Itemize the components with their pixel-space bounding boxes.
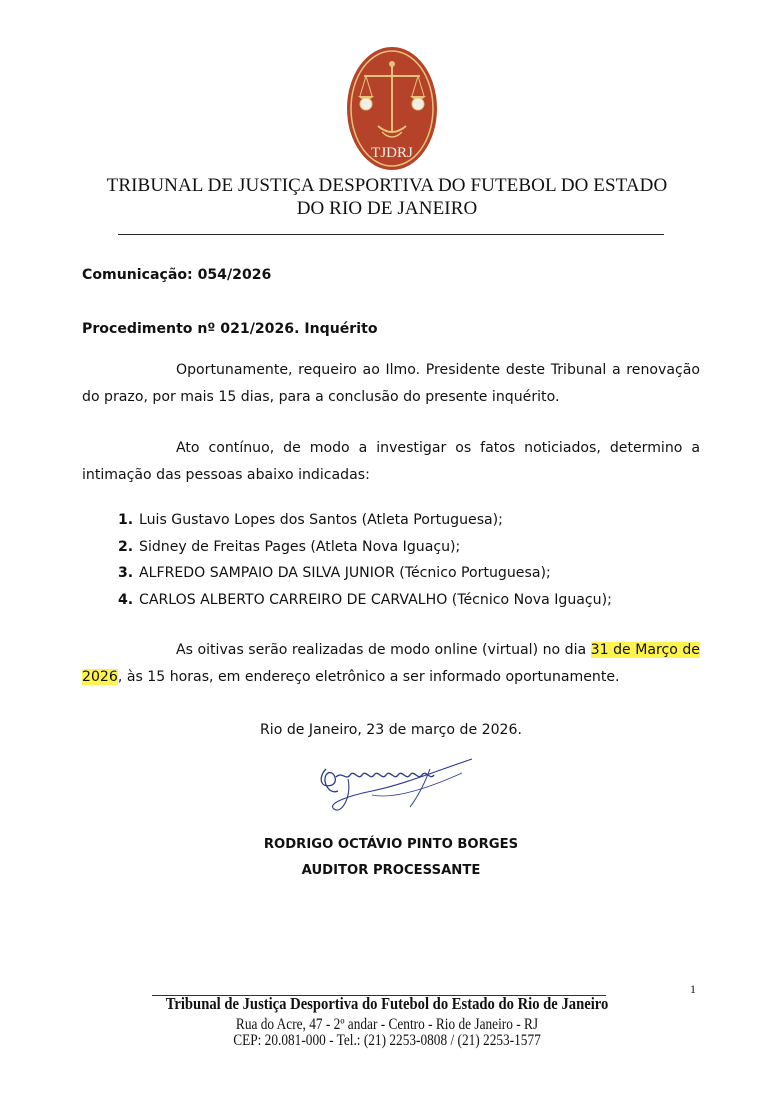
list-item [118,560,612,587]
hearing-date-highlight: 31 de Março de 2026 [82,642,700,685]
tjdrj-logo [346,46,438,171]
footer-address: Rua do Acre, 47 - 2º andar - Centro - Rio de Janeiro - RJ [235,1016,539,1033]
paragraph-renewal: Oportunamente, requeiro ao Ilmo. Presidente deste Tribunal a renovação do prazo, por mais 15 dias, para a conclusão do presente inquérito. [82,362,700,405]
footer-contact: CEP: 20.081-000 - Tel.: (21) 2253-0808 / (21) 2253-1577 [233,1032,541,1049]
signer-name: RODRIGO OCTÁVIO PINTO BORGES [263,837,519,852]
list-number: 1. [118,512,134,528]
persons-list [118,507,612,613]
list-text: ALFREDO SAMPAIO DA SILVA JUNIOR (Técnico Portuguesa); [139,565,551,581]
header-divider [118,234,664,235]
paragraph-hearing [82,637,700,690]
communication-number: Comunicação: 054/2026 [82,267,272,283]
header-title-line2: DO RIO DE JANEIRO [296,198,478,219]
list-text: Luis Gustavo Lopes dos Santos (Atleta Portuguesa); [139,512,503,528]
handwritten-signature [312,755,478,825]
footer-divider [152,995,606,996]
page-number: 1 [690,982,696,996]
list-number: 2. [118,538,134,555]
footer-institution: Tribunal de Justiça Desportiva do Futebol do Estado do Rio de Janeiro [165,994,609,1013]
list-number: 3. [118,565,134,581]
list-item [118,587,612,614]
list-item [118,534,612,561]
paragraph-summons: Ato contínuo, de modo a investigar os fatos noticiados, determino a intimação das pessoas abaixo indicadas: [82,440,700,483]
header-title-line1: TRIBUNAL DE JUSTIÇA DESPORTIVA DO FUTEBOL DO ESTADO [106,175,668,196]
list-number: 4. [118,591,134,608]
list-text: Sidney de Freitas Pages (Atleta Nova Iguaçu); [139,538,461,555]
list-text: CARLOS ALBERTO CARREIRO DE CARVALHO (Técnico Nova Iguaçu); [139,591,612,608]
list-item [118,507,612,534]
header-title [80,174,694,220]
hearing-text-end: , às 15 horas, em endereço eletrônico a ser informado oportunamente. [117,668,620,685]
procedure-title: Procedimento nº 021/2026. Inquérito [82,321,378,337]
signer-role: AUDITOR PROCESSANTE [301,863,481,878]
place-and-date: Rio de Janeiro, 23 de março de 2026. [260,722,522,738]
hearing-text-start: As oitivas serão realizadas de modo online (virtual) no dia [176,642,591,658]
svg-text:TJDRJ: TJDRJ [371,145,413,161]
